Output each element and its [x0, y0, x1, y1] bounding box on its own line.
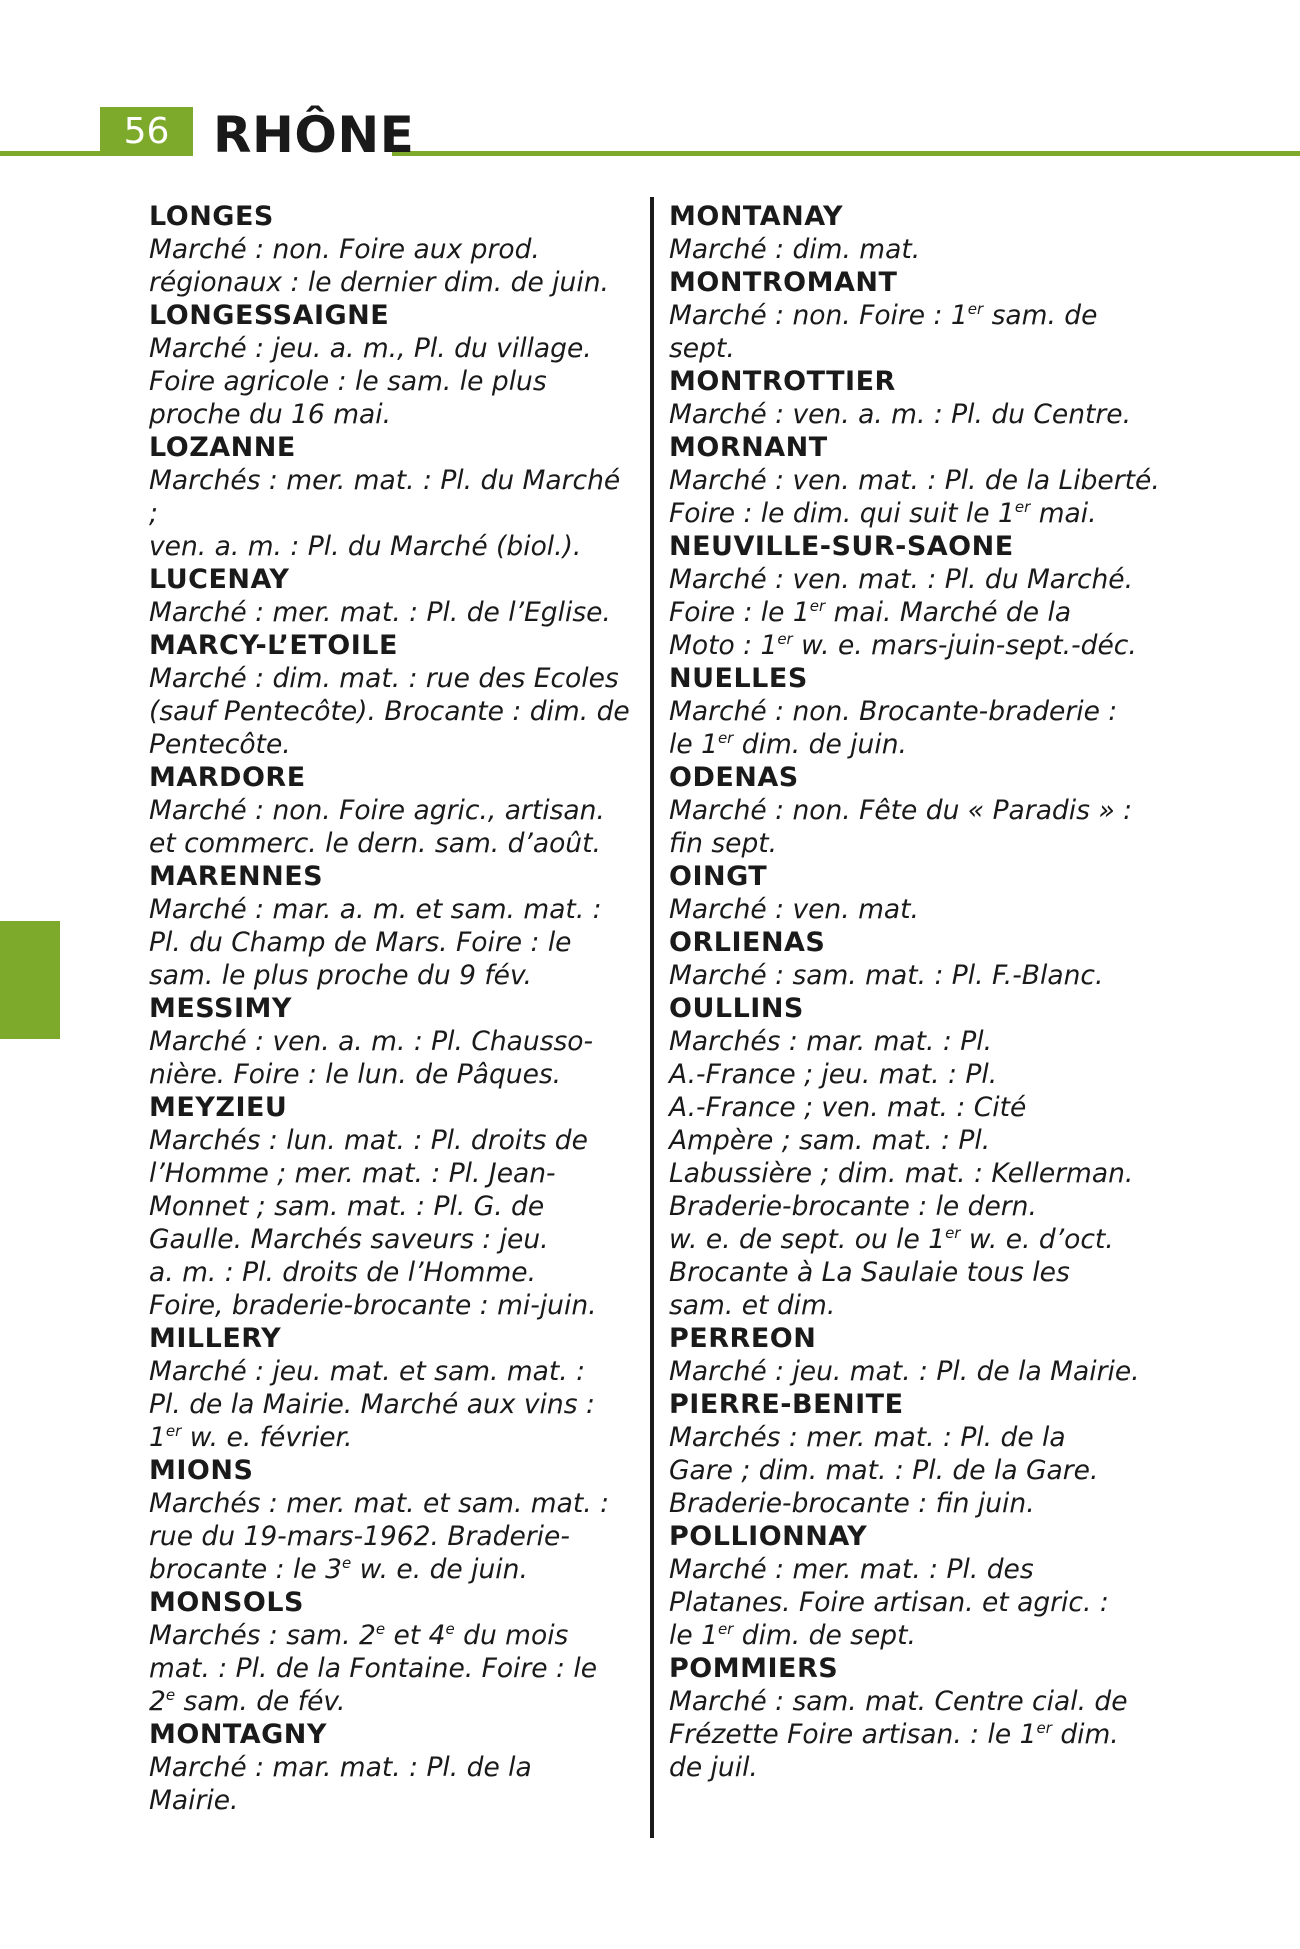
market-info-line: brocante : le 3e w. e. de juin.	[149, 1554, 528, 1585]
market-info-line: Marché : sam. mat. Centre cial. de	[669, 1686, 1128, 1717]
page-number: 56	[100, 107, 193, 156]
town-entry	[669, 761, 1169, 860]
town-name: PERREON	[669, 1323, 817, 1354]
market-info-line: Marché : ven. a. m. : Pl. du Centre.	[669, 399, 1132, 430]
market-info-line: (sauf Pentecôte). Brocante : dim. de	[149, 696, 630, 727]
market-info-line: Marché : non. Foire aux prod.	[149, 234, 540, 265]
town-entry	[149, 1454, 635, 1586]
town-entry	[149, 629, 635, 761]
header-rule-right	[392, 151, 1300, 156]
market-info-line: Pentecôte.	[149, 729, 291, 760]
market-info-line: de juil.	[669, 1752, 758, 1783]
town-name: POLLIONNAY	[669, 1521, 868, 1552]
market-info-line: Platanes. Foire artisan. et agric. :	[669, 1587, 1109, 1618]
market-info-line: Marché : non. Brocante-braderie :	[669, 696, 1118, 727]
town-name: MORNANT	[669, 432, 828, 463]
market-info-line: Marché : mer. mat. : Pl. des	[669, 1554, 1034, 1585]
market-info-line: le 1er dim. de sept.	[669, 1620, 916, 1651]
market-info-line: 2e sam. de fév.	[149, 1686, 346, 1717]
town-name: ODENAS	[669, 762, 799, 793]
market-info-line: fin sept.	[669, 828, 778, 859]
market-info-line: Marché : mar. mat. : Pl. de la	[149, 1752, 532, 1783]
town-entry	[669, 200, 1169, 266]
market-info-line: Monnet ; sam. mat. : Pl. G. de	[149, 1191, 545, 1222]
town-name: OULLINS	[669, 993, 804, 1024]
town-name: MONTANAY	[669, 201, 844, 232]
town-entry	[669, 530, 1169, 662]
town-entry	[149, 761, 635, 860]
chapter-thumb-tab	[0, 921, 60, 1039]
market-info-line: Foire, braderie-brocante : mi-juin.	[149, 1290, 597, 1321]
town-entry	[149, 299, 635, 431]
town-name: MONTROTTIER	[669, 366, 896, 397]
town-entry	[149, 860, 635, 992]
market-info-line: A.-France ; ven. mat. : Cité	[669, 1092, 1027, 1123]
market-info-line: Foire : le 1er mai. Marché de la	[669, 597, 1072, 628]
town-name: LOZANNE	[149, 432, 296, 463]
right-column	[669, 200, 1169, 1784]
town-entry	[669, 266, 1169, 365]
town-name: OINGT	[669, 861, 768, 892]
market-info-line: Marchés : sam. 2e et 4e du mois	[149, 1620, 569, 1651]
town-entry	[149, 992, 635, 1091]
town-entry	[149, 431, 635, 563]
market-info-line: sam. et dim.	[669, 1290, 836, 1321]
town-name: MESSIMY	[149, 993, 292, 1024]
market-info-line: Marché : jeu. a. m., Pl. du village.	[149, 333, 592, 364]
market-info-line: a. m. : Pl. droits de l’Homme.	[149, 1257, 537, 1288]
town-name: MILLERY	[149, 1323, 282, 1354]
town-entry	[669, 365, 1169, 431]
market-info-line: Frézette Foire artisan. : le 1er dim.	[669, 1719, 1119, 1750]
town-name: MEYZIEU	[149, 1092, 288, 1123]
town-name: LONGES	[149, 201, 274, 232]
town-entry	[669, 1322, 1169, 1388]
market-info-line: Braderie-brocante : fin juin.	[669, 1488, 1035, 1519]
market-info-line: w. e. de sept. ou le 1er w. e. d’oct.	[669, 1224, 1114, 1255]
market-info-line: Labussière ; dim. mat. : Kellerman.	[669, 1158, 1134, 1189]
market-info-line: 1er w. e. février.	[149, 1422, 353, 1453]
market-info-line: Marché : non. Foire : 1er sam. de sept.	[669, 300, 1098, 364]
town-name: NUELLES	[669, 663, 808, 694]
market-info-line: mat. : Pl. de la Fontaine. Foire : le	[149, 1653, 598, 1684]
town-entry	[149, 1091, 635, 1322]
market-info-line: sam. le plus proche du 9 fév.	[149, 960, 532, 991]
town-name: MARCY-L’ETOILE	[149, 630, 398, 661]
town-name: MONSOLS	[149, 1587, 304, 1618]
market-info-line: Marché : jeu. mat. : Pl. de la Mairie.	[669, 1356, 1140, 1387]
market-info-line: Marché : non. Foire agric., artisan.	[149, 795, 605, 826]
left-column	[149, 200, 635, 1817]
market-info-line: et commerc. le dern. sam. d’août.	[149, 828, 601, 859]
market-info-line: Moto : 1er w. e. mars-juin-sept.-déc.	[669, 630, 1137, 661]
town-entry	[669, 1388, 1169, 1520]
market-info-line: le 1er dim. de juin.	[669, 729, 907, 760]
market-info-line: rue du 19-mars-1962. Braderie-	[149, 1521, 570, 1552]
market-info-line: Pl. du Champ de Mars. Foire : le	[149, 927, 572, 958]
market-info-line: Marchés : lun. mat. : Pl. droits de	[149, 1125, 588, 1156]
market-info-line: Marché : dim. mat. : rue des Ecoles	[149, 663, 619, 694]
market-info-line: Gare ; dim. mat. : Pl. de la Gare.	[669, 1455, 1099, 1486]
market-info-line: Ampère ; sam. mat. : Pl.	[669, 1125, 991, 1156]
town-name: MIONS	[149, 1455, 254, 1486]
town-entry	[149, 563, 635, 629]
market-info-line: Marché : mar. a. m. et sam. mat. :	[149, 894, 602, 925]
market-info-line: proche du 16 mai.	[149, 399, 392, 430]
market-info-line: nière. Foire : le lun. de Pâques.	[149, 1059, 562, 1090]
market-info-line: régionaux : le dernier dim. de juin.	[149, 267, 609, 298]
market-info-line: A.-France ; jeu. mat. : Pl.	[669, 1059, 998, 1090]
market-info-line: Marchés : mar. mat. : Pl.	[669, 1026, 993, 1057]
town-name: LONGESSAIGNE	[149, 300, 390, 331]
market-info-line: ven. a. m. : Pl. du Marché (biol.).	[149, 531, 582, 562]
town-entry	[669, 431, 1169, 530]
town-name: POMMIERS	[669, 1653, 839, 1684]
market-info-line: Marché : sam. mat. : Pl. F.-Blanc.	[669, 960, 1104, 991]
market-info-line: Marché : non. Fête du « Paradis » :	[669, 795, 1133, 826]
market-info-line: Marché : jeu. mat. et sam. mat. :	[149, 1356, 586, 1387]
town-name: MARDORE	[149, 762, 306, 793]
market-info-line: Marchés : mer. mat. : Pl. de la	[669, 1422, 1066, 1453]
market-info-line: Foire : le dim. qui suit le 1er mai.	[669, 498, 1097, 529]
town-name: MONTAGNY	[149, 1719, 327, 1750]
market-info-line: Mairie.	[149, 1785, 239, 1816]
market-info-line: Marché : ven. mat.	[669, 894, 919, 925]
market-info-line: Marchés : mer. mat. : Pl. du Marché ;	[149, 465, 621, 529]
town-entry	[669, 1652, 1169, 1784]
market-info-line: Gaulle. Marchés saveurs : jeu.	[149, 1224, 549, 1255]
town-entry	[669, 1520, 1169, 1652]
market-info-line: Marché : ven. mat. : Pl. de la Liberté.	[669, 465, 1160, 496]
town-entry	[149, 1718, 635, 1817]
column-divider	[650, 197, 654, 1838]
market-info-line: Marché : ven. mat. : Pl. du Marché.	[669, 564, 1134, 595]
market-info-line: Brocante à La Saulaie tous les	[669, 1257, 1070, 1288]
market-info-line: Marchés : mer. mat. et sam. mat. :	[149, 1488, 610, 1519]
town-entry	[669, 860, 1169, 926]
market-info-line: l’Homme ; mer. mat. : Pl. Jean-	[149, 1158, 556, 1189]
page-title: RHÔNE	[213, 106, 415, 164]
town-name: MARENNES	[149, 861, 324, 892]
town-name: PIERRE-BENITE	[669, 1389, 904, 1420]
town-entry	[669, 662, 1169, 761]
market-info-line: Marché : ven. a. m. : Pl. Chausso-	[149, 1026, 594, 1057]
town-name: LUCENAY	[149, 564, 290, 595]
town-name: NEUVILLE-SUR-SAONE	[669, 531, 1014, 562]
market-info-line: Foire agricole : le sam. le plus	[149, 366, 547, 397]
market-info-line: Marché : dim. mat.	[669, 234, 921, 265]
market-info-line: Marché : mer. mat. : Pl. de l’Eglise.	[149, 597, 611, 628]
town-name: ORLIENAS	[669, 927, 826, 958]
town-name: MONTROMANT	[669, 267, 898, 298]
town-entry	[669, 926, 1169, 992]
town-entry	[149, 1322, 635, 1454]
town-entry	[149, 1586, 635, 1718]
town-entry	[669, 992, 1169, 1322]
market-info-line: Braderie-brocante : le dern.	[669, 1191, 1037, 1222]
market-info-line: Pl. de la Mairie. Marché aux vins :	[149, 1389, 595, 1420]
town-entry	[149, 200, 635, 299]
